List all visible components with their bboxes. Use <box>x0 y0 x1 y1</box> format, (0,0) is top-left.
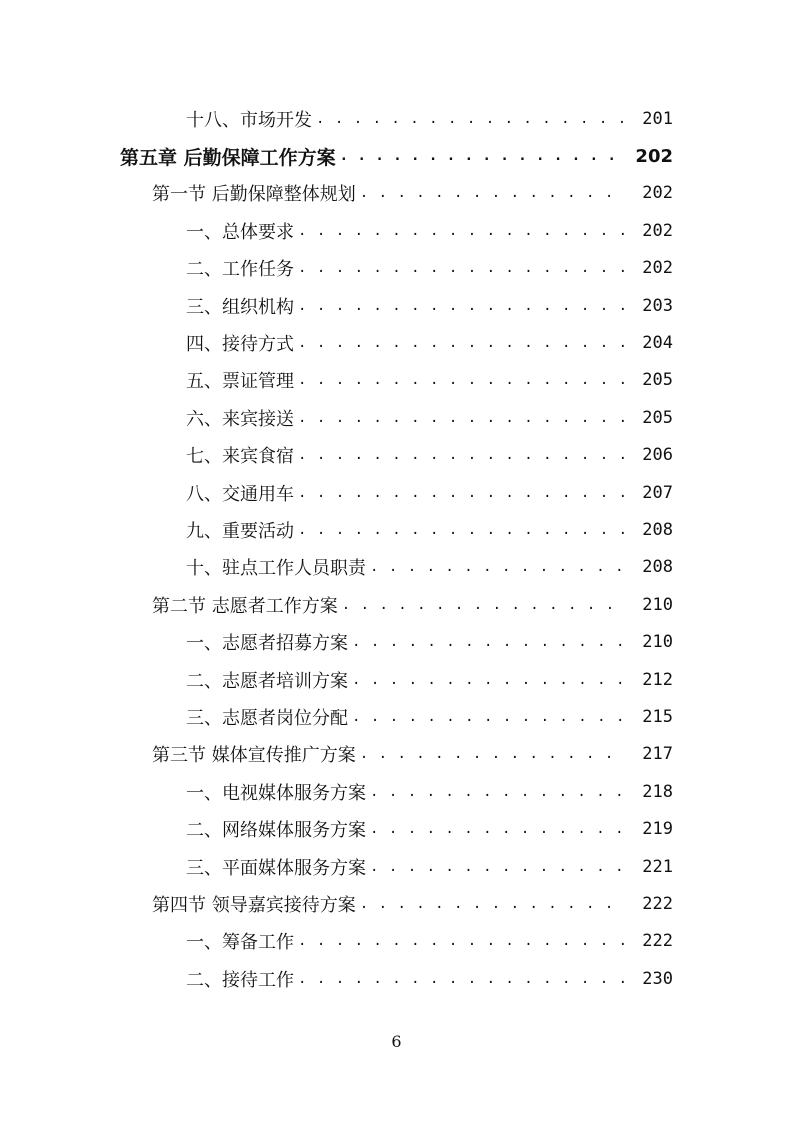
toc-dot-leader <box>298 295 625 317</box>
toc-entry[interactable] <box>0 923 793 960</box>
toc-entry-title: 二、工作任务 <box>186 259 294 281</box>
toc-entry-page: 204 <box>642 333 673 354</box>
toc-entry-title: 六、来宾接送 <box>186 408 294 430</box>
toc-entry[interactable] <box>0 324 793 361</box>
toc-dot-leader <box>298 220 625 242</box>
toc-entry-page: 202 <box>642 258 673 279</box>
toc-dot-leader <box>352 669 625 691</box>
toc-entry-title: 二、接待工作 <box>186 969 294 991</box>
toc-entry-page: 210 <box>642 594 673 615</box>
toc-section-entry[interactable] <box>0 736 793 773</box>
toc-entry-title: 二、网络媒体服务方案 <box>186 820 366 842</box>
toc-dot-leader <box>370 856 625 878</box>
page-number: 6 <box>391 1032 402 1051</box>
toc-entry[interactable] <box>0 362 793 399</box>
toc-dot-leader <box>360 743 625 765</box>
toc-entry[interactable] <box>0 698 793 735</box>
toc-section-entry[interactable] <box>0 586 793 623</box>
toc-dot-leader <box>298 407 625 429</box>
toc-entry-page: 202 <box>642 220 673 241</box>
toc-entry-title: 三、志愿者岗位分配 <box>186 707 348 729</box>
toc-entry-title: 一、电视媒体服务方案 <box>186 782 366 804</box>
toc-entry-title: 七、来宾食宿 <box>186 446 294 468</box>
toc-dot-leader <box>298 332 625 354</box>
toc-entry-page: 217 <box>642 744 673 765</box>
toc-entry-title: 十、驻点工作人员职责 <box>186 558 366 580</box>
toc-entry-title: 一、志愿者招募方案 <box>186 633 348 655</box>
toc-entry-title: 第四节 领导嘉宾接待方案 <box>152 894 356 916</box>
toc-entry[interactable] <box>0 773 793 810</box>
toc-entry[interactable] <box>0 399 793 436</box>
toc-section-entry[interactable] <box>0 175 793 212</box>
toc-entry-page: 205 <box>642 370 673 391</box>
toc-dot-leader <box>342 594 625 616</box>
toc-entry-title: 第二节 志愿者工作方案 <box>152 595 338 617</box>
toc-dot-leader <box>298 968 625 990</box>
toc-entry[interactable] <box>0 848 793 885</box>
toc-entry[interactable] <box>0 100 793 137</box>
toc-entry-title: 第五章 后勤保障工作方案 <box>120 146 336 169</box>
toc-entry-page: 222 <box>642 893 673 914</box>
toc-entry-title: 五、票证管理 <box>186 371 294 393</box>
toc-entry[interactable] <box>0 250 793 287</box>
toc-entry[interactable] <box>0 661 793 698</box>
toc-entry[interactable] <box>0 287 793 324</box>
toc-entry-title: 二、志愿者培训方案 <box>186 670 348 692</box>
toc-entry-title: 三、平面媒体服务方案 <box>186 857 366 879</box>
toc-dot-leader <box>360 893 625 915</box>
toc-entry-page: 201 <box>642 108 673 129</box>
toc-entry-page: 210 <box>642 632 673 653</box>
toc-section-entry[interactable] <box>0 885 793 922</box>
toc-entry-title: 十八、市场开发 <box>186 109 312 131</box>
toc-entry-title: 第三节 媒体宣传推广方案 <box>152 745 356 767</box>
toc-entry-page: 230 <box>642 968 673 989</box>
toc-entry-page: 208 <box>642 519 673 540</box>
toc-entry-page: 222 <box>642 931 673 952</box>
toc-entry-page: 205 <box>642 407 673 428</box>
toc-entry[interactable] <box>0 810 793 847</box>
toc-entry-title: 一、筹备工作 <box>186 932 294 954</box>
toc-dot-leader <box>360 182 625 204</box>
toc-entry-page: 212 <box>642 669 673 690</box>
toc-entry-title: 第一节 后勤保障整体规划 <box>152 184 356 206</box>
table-of-contents <box>0 100 793 997</box>
toc-entry-page: 206 <box>642 445 673 466</box>
toc-entry-page: 221 <box>642 856 673 877</box>
toc-dot-leader <box>352 631 625 653</box>
toc-entry-title: 八、交通用车 <box>186 483 294 505</box>
toc-dot-leader <box>298 257 625 279</box>
toc-entry[interactable] <box>0 474 793 511</box>
toc-entry-page: 208 <box>642 557 673 578</box>
toc-entry[interactable] <box>0 549 793 586</box>
toc-chapter-entry[interactable] <box>0 137 793 174</box>
toc-dot-leader <box>298 369 625 391</box>
toc-dot-leader <box>370 556 625 578</box>
toc-dot-leader <box>298 444 625 466</box>
toc-entry-page: 219 <box>642 819 673 840</box>
toc-entry[interactable] <box>0 960 793 997</box>
toc-entry-title: 四、接待方式 <box>186 334 294 356</box>
toc-dot-leader <box>316 108 625 130</box>
toc-entry[interactable] <box>0 511 793 548</box>
toc-entry-title: 一、总体要求 <box>186 221 294 243</box>
toc-entry[interactable] <box>0 212 793 249</box>
toc-entry-page: 207 <box>642 482 673 503</box>
toc-dot-leader <box>352 706 625 728</box>
toc-entry-title: 九、重要活动 <box>186 520 294 542</box>
toc-entry-page: 215 <box>642 706 673 727</box>
toc-dot-leader <box>340 145 625 167</box>
toc-dot-leader <box>298 930 625 952</box>
toc-dot-leader <box>370 781 625 803</box>
toc-entry[interactable] <box>0 623 793 660</box>
toc-entry[interactable] <box>0 437 793 474</box>
toc-dot-leader <box>298 482 625 504</box>
toc-entry-page: 202 <box>635 145 673 167</box>
toc-entry-page: 218 <box>642 781 673 802</box>
toc-entry-page: 203 <box>642 295 673 316</box>
toc-entry-title: 三、组织机构 <box>186 296 294 318</box>
toc-dot-leader <box>298 519 625 541</box>
toc-entry-page: 202 <box>642 183 673 204</box>
toc-dot-leader <box>370 818 625 840</box>
